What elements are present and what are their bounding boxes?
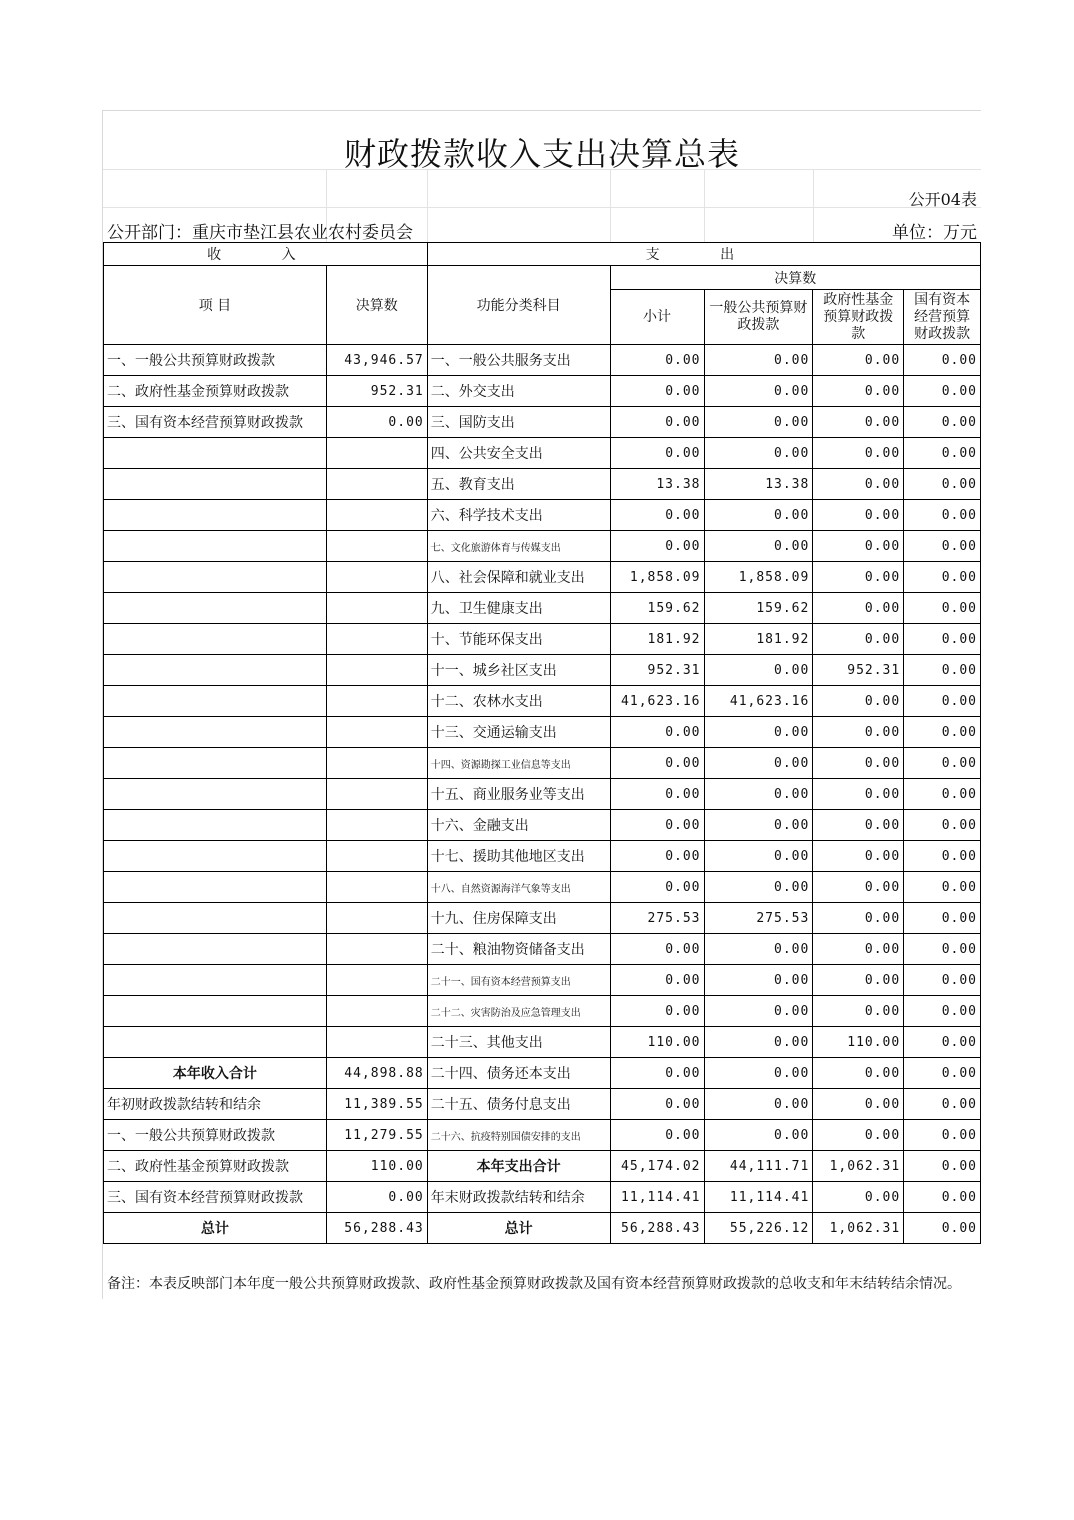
income-item-cell <box>104 655 327 686</box>
table-row <box>104 345 981 376</box>
income-amount-cell <box>326 748 427 779</box>
gov-fund-cell: 0.00 <box>813 438 904 469</box>
gov-fund-cell: 0.00 <box>813 779 904 810</box>
general-budget-cell: 0.00 <box>704 1058 813 1089</box>
table-row <box>104 717 981 748</box>
expense-category-cell: 十六、金融支出 <box>427 810 610 841</box>
subtotal-cell: 0.00 <box>610 872 704 903</box>
gov-fund-cell: 0.00 <box>813 965 904 996</box>
expense-category-cell: 二、外交支出 <box>427 376 610 407</box>
general-budget-cell: 0.00 <box>704 996 813 1027</box>
general-budget-cell: 0.00 <box>704 345 813 376</box>
state-capital-cell: 0.00 <box>904 500 981 531</box>
gov-fund-cell: 0.00 <box>813 345 904 376</box>
grid-line <box>103 207 981 208</box>
state-capital-cell: 0.00 <box>904 562 981 593</box>
subtotal-cell: 0.00 <box>610 779 704 810</box>
expense-category-cell: 十一、城乡社区支出 <box>427 655 610 686</box>
income-amount-cell <box>326 655 427 686</box>
expense-category-cell: 七、文化旅游体育与传媒支出 <box>427 531 610 562</box>
function-category-header: 功能分类科目 <box>427 266 610 345</box>
expense-category-cell: 本年支出合计 <box>427 1151 610 1182</box>
table-row <box>104 469 981 500</box>
table-row <box>104 1213 981 1244</box>
gov-fund-cell: 0.00 <box>813 996 904 1027</box>
income-amount-cell: 0.00 <box>326 407 427 438</box>
expense-category-cell: 年末财政拨款结转和结余 <box>427 1182 610 1213</box>
state-capital-header: 国有资本经营预算财政拨款 <box>904 290 981 345</box>
subtotal-cell: 0.00 <box>610 1058 704 1089</box>
state-capital-cell: 0.00 <box>904 469 981 500</box>
general-budget-cell: 41,623.16 <box>704 686 813 717</box>
subtotal-cell: 0.00 <box>610 965 704 996</box>
subtotal-cell: 0.00 <box>610 376 704 407</box>
expense-category-cell: 四、公共安全支出 <box>427 438 610 469</box>
general-budget-cell: 0.00 <box>704 965 813 996</box>
income-item-cell <box>104 779 327 810</box>
income-item-cell <box>104 748 327 779</box>
subtotal-cell: 41,623.16 <box>610 686 704 717</box>
gov-fund-cell: 0.00 <box>813 624 904 655</box>
page-title: 财政拨款收入支出决算总表 <box>343 135 740 173</box>
gov-fund-cell: 0.00 <box>813 500 904 531</box>
gov-fund-cell: 110.00 <box>813 1027 904 1058</box>
grid-line <box>427 169 428 242</box>
gov-fund-cell: 0.00 <box>813 376 904 407</box>
income-item-cell: 三、国有资本经营预算财政拨款 <box>104 1182 327 1213</box>
expense-category-cell: 十、节能环保支出 <box>427 624 610 655</box>
income-amount-cell <box>326 531 427 562</box>
general-budget-cell: 0.00 <box>704 1120 813 1151</box>
footnote: 备注：本表反映部门本年度一般公共预算财政拨款、政府性基金预算财政拨款及国有资本经营预算财政拨款的总收支和年末结转结余情况。 <box>107 1276 961 1292</box>
table-row <box>104 934 981 965</box>
income-item-cell <box>104 469 327 500</box>
income-amount-cell <box>326 686 427 717</box>
income-item-cell <box>104 934 327 965</box>
expense-category-cell: 二十二、灾害防治及应急管理支出 <box>427 996 610 1027</box>
subtotal-cell: 275.53 <box>610 903 704 934</box>
income-amount-cell <box>326 841 427 872</box>
subtotal-cell: 1,858.09 <box>610 562 704 593</box>
state-capital-cell: 0.00 <box>904 903 981 934</box>
state-capital-cell: 0.00 <box>904 531 981 562</box>
general-budget-cell: 0.00 <box>704 748 813 779</box>
gov-fund-cell: 0.00 <box>813 562 904 593</box>
gov-fund-cell: 1,062.31 <box>813 1151 904 1182</box>
gov-fund-cell: 0.00 <box>813 593 904 624</box>
income-item-cell <box>104 841 327 872</box>
gov-fund-cell: 0.00 <box>813 407 904 438</box>
gov-fund-cell: 0.00 <box>813 717 904 748</box>
table-row <box>104 810 981 841</box>
state-capital-cell: 0.00 <box>904 1089 981 1120</box>
state-capital-cell: 0.00 <box>904 872 981 903</box>
income-amount-cell: 56,288.43 <box>326 1213 427 1244</box>
state-capital-cell: 0.00 <box>904 407 981 438</box>
income-amount-cell: 44,898.88 <box>326 1058 427 1089</box>
subtotal-cell: 0.00 <box>610 934 704 965</box>
general-budget-cell: 55,226.12 <box>704 1213 813 1244</box>
expense-category-cell: 十二、农林水支出 <box>427 686 610 717</box>
income-item-cell <box>104 872 327 903</box>
state-capital-cell: 0.00 <box>904 1027 981 1058</box>
expense-category-cell: 二十、粮油物资储备支出 <box>427 934 610 965</box>
table-row <box>104 376 981 407</box>
state-capital-cell: 0.00 <box>904 1213 981 1244</box>
subtotal-cell: 0.00 <box>610 1089 704 1120</box>
income-item-cell <box>104 965 327 996</box>
state-capital-cell: 0.00 <box>904 717 981 748</box>
income-item-cell <box>104 624 327 655</box>
state-capital-cell: 0.00 <box>904 1182 981 1213</box>
state-capital-cell: 0.00 <box>904 810 981 841</box>
general-budget-cell: 0.00 <box>704 376 813 407</box>
gov-fund-cell: 0.00 <box>813 1058 904 1089</box>
state-capital-cell: 0.00 <box>904 779 981 810</box>
table-row <box>104 686 981 717</box>
general-budget-cell: 0.00 <box>704 779 813 810</box>
income-amount-cell: 952.31 <box>326 376 427 407</box>
gov-fund-cell: 1,062.31 <box>813 1213 904 1244</box>
subtotal-cell: 0.00 <box>610 841 704 872</box>
expense-category-cell: 一、一般公共服务支出 <box>427 345 610 376</box>
general-budget-cell: 0.00 <box>704 841 813 872</box>
general-budget-cell: 0.00 <box>704 1027 813 1058</box>
table-row <box>104 1151 981 1182</box>
subtotal-cell: 0.00 <box>610 407 704 438</box>
subtotal-cell: 0.00 <box>610 1120 704 1151</box>
state-capital-cell: 0.00 <box>904 376 981 407</box>
subtotal-cell: 11,114.41 <box>610 1182 704 1213</box>
income-amount-cell <box>326 810 427 841</box>
general-budget-cell: 0.00 <box>704 438 813 469</box>
income-item-cell: 二、政府性基金预算财政拨款 <box>104 376 327 407</box>
general-budget-cell: 13.38 <box>704 469 813 500</box>
income-item-cell: 年初财政拨款结转和结余 <box>104 1089 327 1120</box>
table-row <box>104 1182 981 1213</box>
table-row <box>104 1058 981 1089</box>
expense-category-cell: 二十四、债务还本支出 <box>427 1058 610 1089</box>
expense-category-cell: 十三、交通运输支出 <box>427 717 610 748</box>
table-body <box>104 345 981 1244</box>
expense-category-cell: 十八、自然资源海洋气象等支出 <box>427 872 610 903</box>
income-item-cell <box>104 562 327 593</box>
income-item-cell <box>104 903 327 934</box>
general-budget-cell: 0.00 <box>704 934 813 965</box>
gov-fund-cell: 0.00 <box>813 934 904 965</box>
general-budget-cell: 11,114.41 <box>704 1182 813 1213</box>
expense-category-cell: 总计 <box>427 1213 610 1244</box>
table-row <box>104 655 981 686</box>
gov-fund-cell: 0.00 <box>813 872 904 903</box>
item-header: 项 目 <box>104 266 327 345</box>
income-amount-cell <box>326 438 427 469</box>
subtotal-cell: 110.00 <box>610 1027 704 1058</box>
grid-line <box>704 169 705 242</box>
state-capital-cell: 0.00 <box>904 748 981 779</box>
grid-line <box>813 169 814 242</box>
general-budget-cell: 0.00 <box>704 810 813 841</box>
income-amount-cell <box>326 965 427 996</box>
table-row <box>104 1089 981 1120</box>
subtotal-cell: 56,288.43 <box>610 1213 704 1244</box>
income-amount-cell <box>326 500 427 531</box>
state-capital-cell: 0.00 <box>904 934 981 965</box>
income-amount-cell <box>326 903 427 934</box>
state-capital-cell: 0.00 <box>904 1058 981 1089</box>
subtotal-cell: 0.00 <box>610 531 704 562</box>
subtotal-cell: 952.31 <box>610 655 704 686</box>
unit-label: 单位：万元 <box>892 223 977 243</box>
table-row <box>104 841 981 872</box>
gov-fund-cell: 0.00 <box>813 1182 904 1213</box>
income-item-cell <box>104 500 327 531</box>
subtotal-cell: 0.00 <box>610 748 704 779</box>
expense-category-cell: 八、社会保障和就业支出 <box>427 562 610 593</box>
general-budget-cell: 1,858.09 <box>704 562 813 593</box>
general-budget-cell: 0.00 <box>704 500 813 531</box>
income-item-cell: 三、国有资本经营预算财政拨款 <box>104 407 327 438</box>
subtotal-cell: 0.00 <box>610 996 704 1027</box>
expense-category-cell: 二十一、国有资本经营预算支出 <box>427 965 610 996</box>
table-row <box>104 872 981 903</box>
gov-fund-cell: 0.00 <box>813 686 904 717</box>
income-amount-cell <box>326 593 427 624</box>
income-item-cell <box>104 438 327 469</box>
state-capital-cell: 0.00 <box>904 1151 981 1182</box>
subtotal-cell: 0.00 <box>610 810 704 841</box>
subtotal-cell: 13.38 <box>610 469 704 500</box>
income-amount-cell: 11,279.55 <box>326 1120 427 1151</box>
income-item-cell: 本年收入合计 <box>104 1058 327 1089</box>
income-item-cell <box>104 686 327 717</box>
expense-category-cell: 十九、住房保障支出 <box>427 903 610 934</box>
income-amount-cell <box>326 934 427 965</box>
income-item-cell: 二、政府性基金预算财政拨款 <box>104 1151 327 1182</box>
expense-category-cell: 二十三、其他支出 <box>427 1027 610 1058</box>
state-capital-cell: 0.00 <box>904 965 981 996</box>
table-row <box>104 1120 981 1151</box>
table-row <box>104 903 981 934</box>
state-capital-cell: 0.00 <box>904 593 981 624</box>
general-budget-cell: 0.00 <box>704 531 813 562</box>
gov-fund-cell: 0.00 <box>813 903 904 934</box>
final-amount-header: 决算数 <box>326 266 427 345</box>
general-budget-cell: 181.92 <box>704 624 813 655</box>
table-row <box>104 500 981 531</box>
income-item-cell <box>104 717 327 748</box>
table-row <box>104 562 981 593</box>
income-amount-cell <box>326 996 427 1027</box>
table-row <box>104 531 981 562</box>
state-capital-cell: 0.00 <box>904 624 981 655</box>
state-capital-cell: 0.00 <box>904 345 981 376</box>
income-amount-cell <box>326 779 427 810</box>
table-row <box>104 624 981 655</box>
gov-fund-cell: 0.00 <box>813 531 904 562</box>
income-item-cell: 总计 <box>104 1213 327 1244</box>
subtotal-cell: 0.00 <box>610 500 704 531</box>
subtotal-cell: 45,174.02 <box>610 1151 704 1182</box>
expense-category-cell: 九、卫生健康支出 <box>427 593 610 624</box>
subtotal-cell: 0.00 <box>610 438 704 469</box>
table-code: 公开04表 <box>908 190 977 209</box>
general-budget-cell: 275.53 <box>704 903 813 934</box>
gov-fund-cell: 0.00 <box>813 810 904 841</box>
grid-line <box>610 169 611 242</box>
state-capital-cell: 0.00 <box>904 996 981 1027</box>
general-budget-cell: 0.00 <box>704 872 813 903</box>
gov-fund-cell: 0.00 <box>813 841 904 872</box>
table-row <box>104 407 981 438</box>
expense-category-cell: 六、科学技术支出 <box>427 500 610 531</box>
expense-category-cell: 二十五、债务付息支出 <box>427 1089 610 1120</box>
table-row <box>104 748 981 779</box>
state-capital-cell: 0.00 <box>904 1120 981 1151</box>
gov-fund-cell: 952.31 <box>813 655 904 686</box>
state-capital-cell: 0.00 <box>904 841 981 872</box>
gov-fund-cell: 0.00 <box>813 1089 904 1120</box>
income-amount-cell <box>326 469 427 500</box>
final-accounts-table <box>103 242 981 1244</box>
income-amount-cell: 43,946.57 <box>326 345 427 376</box>
subtotal-cell: 159.62 <box>610 593 704 624</box>
income-amount-cell: 0.00 <box>326 1182 427 1213</box>
income-amount-cell <box>326 872 427 903</box>
gov-fund-header: 政府性基金预算财政拨款 <box>813 290 904 345</box>
expense-category-cell: 十七、援助其他地区支出 <box>427 841 610 872</box>
gov-fund-cell: 0.00 <box>813 469 904 500</box>
general-budget-cell: 0.00 <box>704 407 813 438</box>
report-sheet <box>102 110 981 1299</box>
income-amount-cell <box>326 717 427 748</box>
income-amount-cell <box>326 624 427 655</box>
income-item-cell <box>104 996 327 1027</box>
expense-category-cell: 三、国防支出 <box>427 407 610 438</box>
table-row <box>104 593 981 624</box>
income-amount-cell <box>326 562 427 593</box>
subtotal-header: 小计 <box>610 290 704 345</box>
income-amount-cell: 11,389.55 <box>326 1089 427 1120</box>
income-item-cell <box>104 1027 327 1058</box>
state-capital-cell: 0.00 <box>904 686 981 717</box>
subtotal-cell: 0.00 <box>610 345 704 376</box>
general-budget-cell: 44,111.71 <box>704 1151 813 1182</box>
state-capital-cell: 0.00 <box>904 438 981 469</box>
gov-fund-cell: 0.00 <box>813 748 904 779</box>
table-row <box>104 779 981 810</box>
income-amount-cell: 110.00 <box>326 1151 427 1182</box>
expense-category-cell: 十四、资源勘探工业信息等支出 <box>427 748 610 779</box>
income-item-cell <box>104 593 327 624</box>
income-item-cell <box>104 531 327 562</box>
general-budget-cell: 0.00 <box>704 1089 813 1120</box>
expense-category-cell: 二十六、抗疫特别国债安排的支出 <box>427 1120 610 1151</box>
table-row <box>104 965 981 996</box>
expense-header: 支 出 <box>427 243 980 266</box>
table-row <box>104 1027 981 1058</box>
income-item-cell: 一、一般公共预算财政拨款 <box>104 1120 327 1151</box>
general-budget-header: 一般公共预算财政拨款 <box>704 290 813 345</box>
expense-category-cell: 十五、商业服务业等支出 <box>427 779 610 810</box>
general-budget-cell: 159.62 <box>704 593 813 624</box>
subtotal-cell: 181.92 <box>610 624 704 655</box>
general-budget-cell: 0.00 <box>704 717 813 748</box>
department-label: 公开部门：重庆市垫江县农业农村委员会 <box>107 223 413 243</box>
gov-fund-cell: 0.00 <box>813 1120 904 1151</box>
final-amount-group-header: 决算数 <box>610 266 980 290</box>
income-amount-cell <box>326 1027 427 1058</box>
state-capital-cell: 0.00 <box>904 655 981 686</box>
table-row <box>104 438 981 469</box>
income-header: 收 入 <box>104 243 428 266</box>
general-budget-cell: 0.00 <box>704 655 813 686</box>
subtotal-cell: 0.00 <box>610 717 704 748</box>
income-item-cell: 一、一般公共预算财政拨款 <box>104 345 327 376</box>
expense-category-cell: 五、教育支出 <box>427 469 610 500</box>
income-item-cell <box>104 810 327 841</box>
table-row <box>104 996 981 1027</box>
